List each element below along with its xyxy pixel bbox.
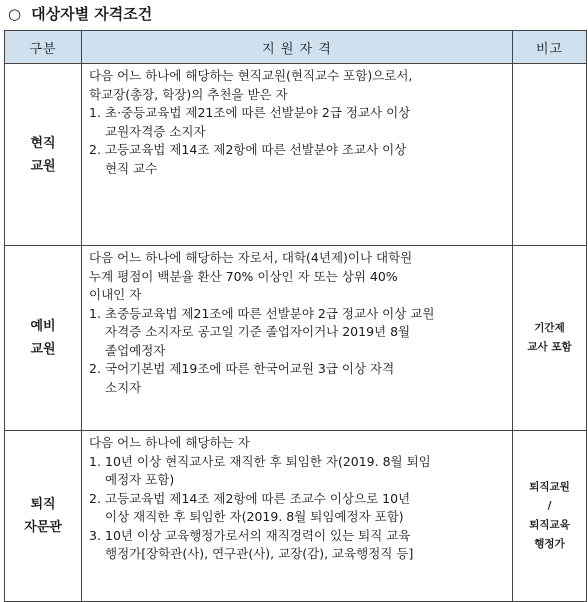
note-lines	[515, 478, 584, 554]
table-row	[5, 64, 587, 246]
item-text-line: 행정가[장학관(사), 연구관(사), 교장(감), 교육행정직 등]	[105, 546, 414, 561]
item-text-line: 졸업예정자	[105, 342, 166, 358]
item-text-line: 이상 재직한 후 퇴임한 자(2019. 8월 퇴임예정자 포함)	[105, 509, 404, 524]
requirement-item	[89, 305, 504, 361]
item-text-line: 10년 이상 교육행정가로서의 재직경력이 있는 퇴직 교육	[105, 527, 411, 543]
item-number: 2.	[89, 490, 101, 506]
table-row	[5, 246, 587, 431]
category-line: 교원	[30, 158, 56, 174]
qualification-cell	[82, 246, 513, 431]
intro-lines	[89, 249, 504, 305]
category-cell	[5, 431, 82, 602]
note-cell	[513, 431, 587, 602]
note-line: /	[547, 500, 552, 512]
category-lines	[5, 315, 81, 361]
note-lines	[515, 319, 584, 357]
intro-line: 누계 평점이 백분율 환산 70% 이상인 자 또는 상위 40%	[89, 268, 398, 284]
requirement-list	[89, 453, 504, 564]
section-heading	[8, 2, 152, 26]
requirement-list	[89, 305, 504, 398]
intro-lines	[89, 434, 504, 453]
requirement-list	[89, 104, 504, 178]
category-cell	[5, 246, 82, 431]
item-text-lines	[105, 527, 504, 564]
category-line: 자문관	[24, 520, 62, 535]
item-number: 2.	[89, 142, 101, 157]
intro-line: 학교장(총장, 학장)의 추천을 받은 자	[89, 86, 288, 102]
item-text-lines	[105, 104, 504, 141]
category-line: 교원	[30, 342, 56, 357]
requirement-item	[89, 453, 504, 490]
category-line: 퇴직	[30, 497, 56, 512]
category-lines	[5, 132, 81, 178]
requirement-item	[89, 490, 504, 527]
header-qualification: 지 원 자 격	[82, 31, 513, 64]
table-row	[5, 431, 587, 602]
qualification-cell	[82, 64, 513, 246]
heading-title: 대상자별 자격조건	[31, 5, 153, 23]
category-cell	[5, 64, 82, 246]
item-text-lines	[105, 141, 504, 178]
item-text-line: 초·중등교육법 제21조에 따른 선발분야 2급 정교사 이상	[105, 105, 411, 120]
note-line: 퇴직교육	[529, 519, 570, 531]
item-number: 3.	[89, 527, 101, 543]
category-lines	[5, 493, 81, 539]
item-text-line: 초중등교육법 제21조에 따른 선발분야 2급 정교사 이상 교원	[105, 305, 435, 321]
requirement-item	[89, 360, 504, 397]
item-text-line: 10년 이상 현직교사로 재직한 후 퇴임한 자(2019. 8월 퇴임	[105, 453, 431, 469]
heading-bullet: ○	[8, 5, 22, 23]
intro-line: 다음 어느 하나에 해당하는 자로서, 대학(4년제)이나 대학원	[89, 250, 413, 265]
qualification-cell	[82, 431, 513, 602]
item-text-lines	[105, 305, 504, 361]
item-text-line: 자격증 소지자로 공고일 기준 졸업자이거나 2019년 8월	[105, 324, 411, 339]
intro-line: 다음 어느 하나에 해당하는 현직교원(현직교수 포함)으로서,	[89, 68, 413, 83]
requirement-item	[89, 527, 504, 564]
intro-line: 다음 어느 하나에 해당하는 자	[89, 435, 250, 450]
intro-line: 이내인 자	[89, 287, 142, 302]
item-number: 1.	[89, 105, 101, 120]
item-text-lines	[105, 453, 504, 490]
item-text-line: 예정자 포함)	[105, 472, 175, 487]
item-text-line: 현직 교수	[105, 160, 158, 176]
note-cell	[513, 246, 587, 431]
eligibility-table	[4, 30, 587, 602]
table-body	[5, 64, 587, 602]
table-header-row	[5, 31, 587, 64]
item-text-lines	[105, 360, 504, 397]
item-text-lines	[105, 490, 504, 527]
intro-lines	[89, 67, 504, 104]
item-text-line: 고등교육법 제14조 제2항에 따른 선발분야 조교사 이상	[105, 142, 407, 157]
note-line: 퇴직교원	[529, 481, 570, 493]
item-text-line: 소지자	[105, 379, 142, 395]
requirement-item	[89, 141, 504, 178]
item-text-line: 고등교육법 제14조 제2항에 따른 조교수 이상으로 10년	[105, 490, 411, 506]
category-line: 예비	[30, 319, 56, 334]
item-number: 1.	[89, 305, 101, 321]
note-line: 교사 포함	[527, 341, 572, 353]
category-line: 현직	[30, 135, 56, 151]
item-text-line: 국어기본법 제19조에 따른 한국어교원 3급 이상 자격	[105, 361, 395, 376]
item-number: 1.	[89, 453, 101, 469]
note-cell	[513, 64, 587, 246]
requirement-item	[89, 104, 504, 141]
item-text-line: 교원자격증 소지자	[105, 123, 206, 139]
header-note: 비고	[513, 31, 587, 64]
item-number: 2.	[89, 361, 101, 376]
note-line: 행정가	[534, 538, 565, 550]
note-line: 기간제	[534, 322, 565, 334]
header-category: 구분	[5, 31, 82, 64]
